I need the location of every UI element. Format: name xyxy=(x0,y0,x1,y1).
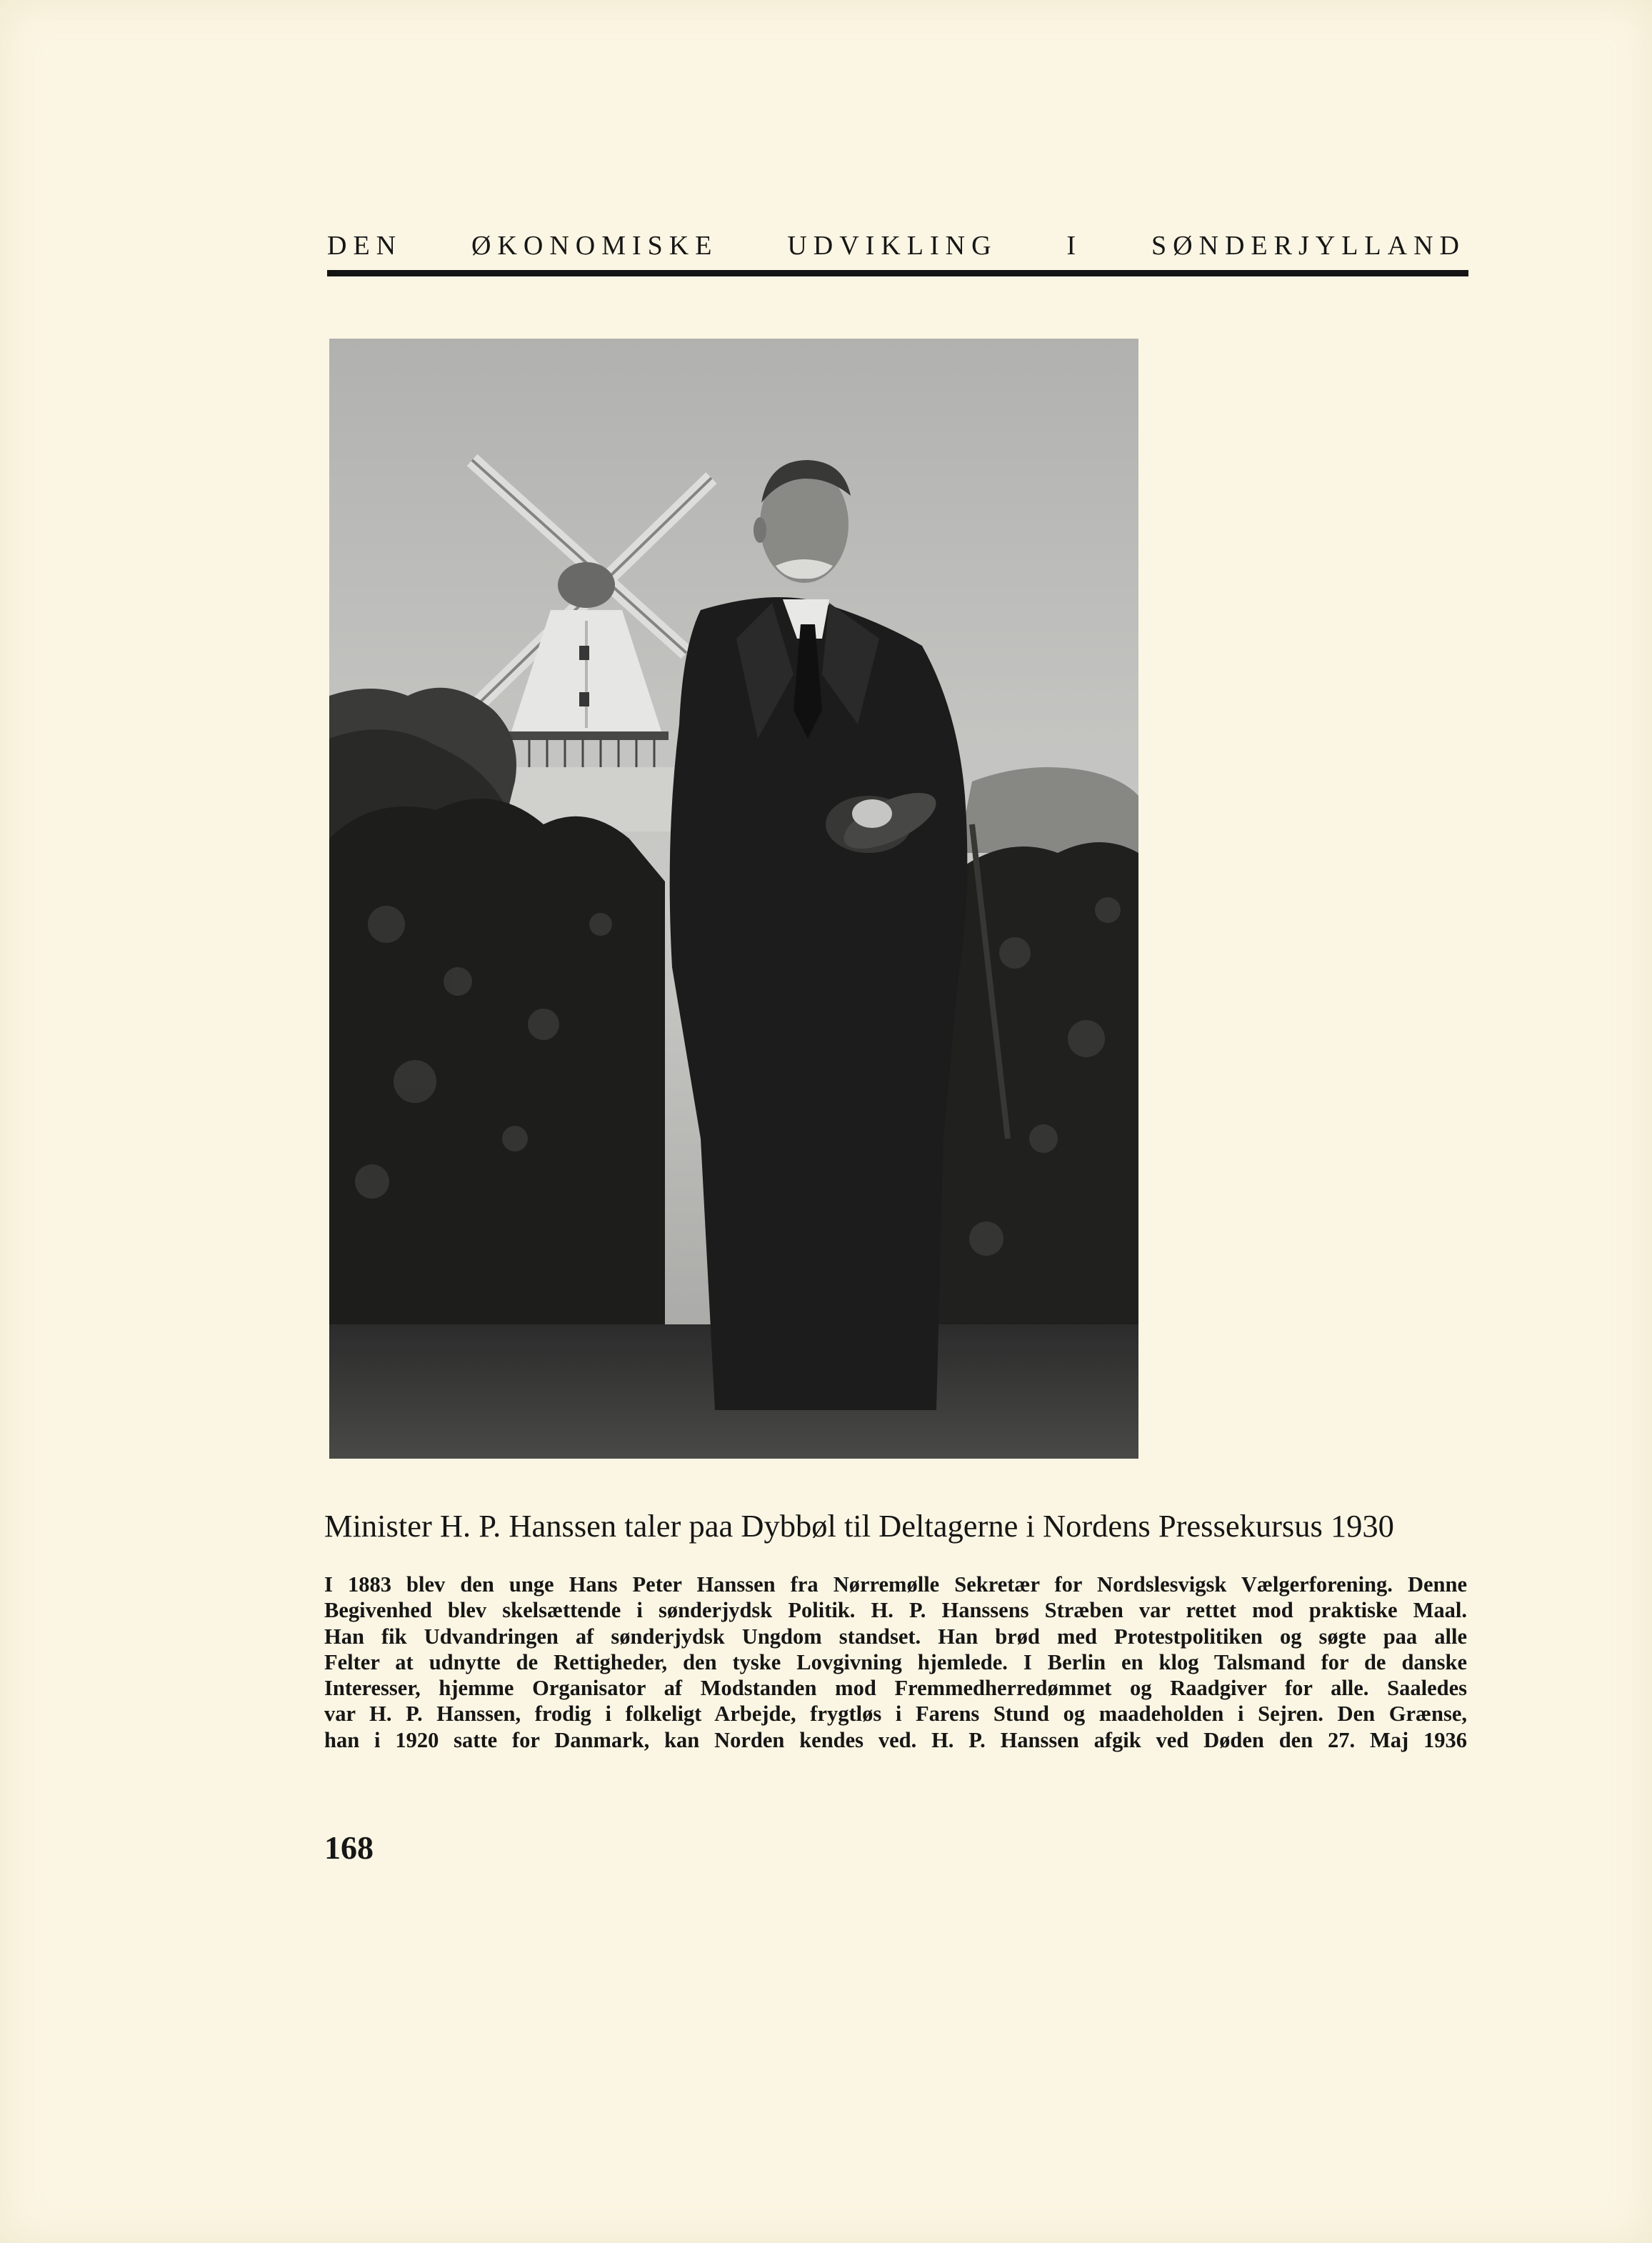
photo-illustration xyxy=(329,339,1138,1459)
running-header-word: DEN xyxy=(327,231,403,261)
body-line: var H. P. Hanssen, frodig i folkeligt Arbejde, frygtløs i Farens Stund og maadeholden i Sejren. Den Grænse, xyxy=(324,1702,1467,1727)
body-line: Han fik Udvandringen af sønderjydsk Ungdom standset. Han brød med Protestpolitiken og søgte paa alle xyxy=(324,1624,1467,1649)
body-line: Interesser, hjemme Organisator af Modstanden mod Fremmedherredømmet og Raadgiver for alle. Saaledes xyxy=(324,1676,1467,1701)
body-line: Felter at udnytte de Rettigheder, den tyske Lovgivning hjemlede. I Berlin en klog Talsmand for de danske xyxy=(324,1649,1467,1674)
body-line: Begivenhed blev skelsættende i sønderjydsk Politik. H. P. Hanssens Stræben var rettet mod praktiske Maal. xyxy=(324,1598,1467,1623)
portrait-photograph xyxy=(329,339,1138,1459)
page-number: 168 xyxy=(324,1829,374,1866)
header-rule xyxy=(327,270,1468,276)
running-header-word: ØKONOMISKE xyxy=(471,231,719,261)
running-header xyxy=(327,230,1466,261)
body-line: han i 1920 satte for Danmark, kan Norden kendes ved. H. P. Hanssen afgik ved Døden den 27. Maj 1936 xyxy=(324,1727,1467,1752)
running-header-word: UDVIKLING xyxy=(787,231,998,261)
running-header-word: I xyxy=(1066,231,1083,261)
body-line: I 1883 blev den unge Hans Peter Hanssen fra Nørremølle Sekretær for Nordslesvigsk Vælgerforening. Denne xyxy=(324,1572,1467,1597)
body-paragraph xyxy=(324,1572,1467,1753)
running-header-word: SØNDERJYLLAND xyxy=(1151,231,1466,261)
figure-caption: Minister H. P. Hanssen taler paa Dybbøl til Deltagerne i Nordens Pressekursus 1930 xyxy=(324,1508,1394,1544)
